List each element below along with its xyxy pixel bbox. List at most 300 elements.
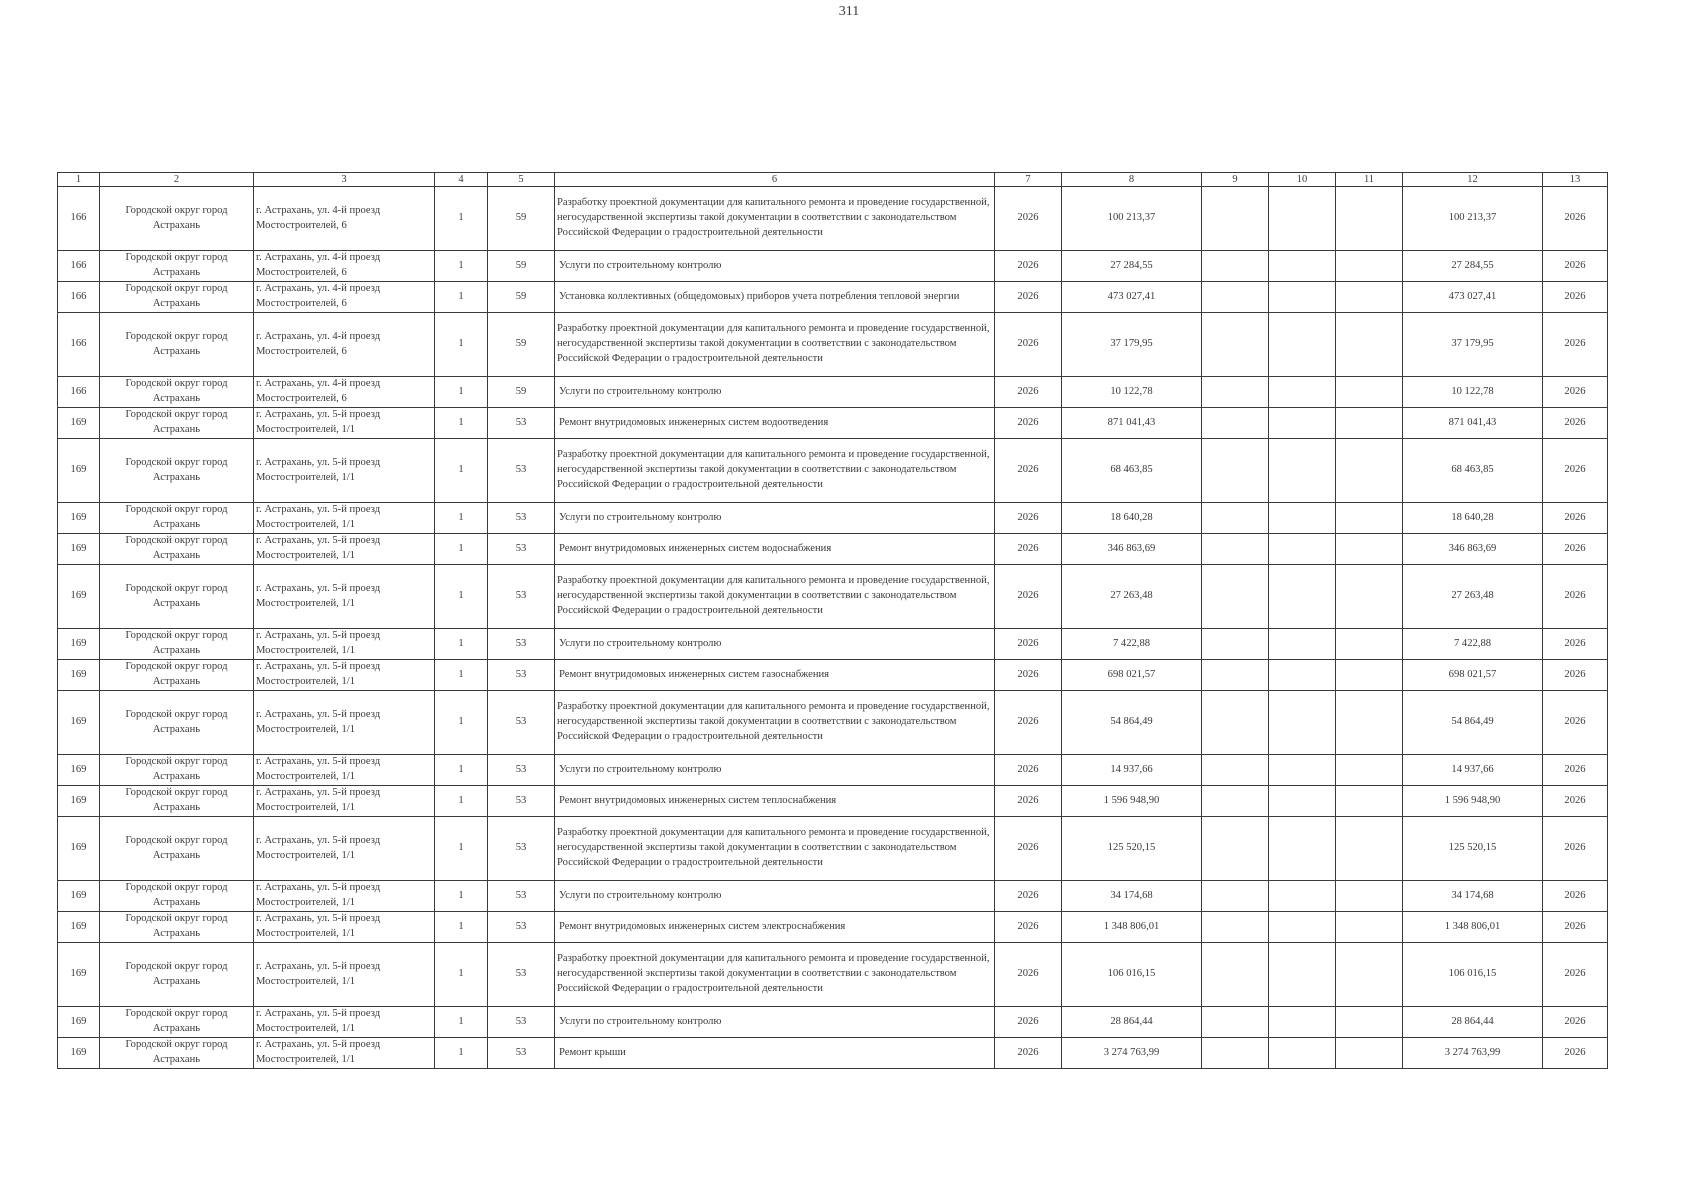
col4-cell: 1 <box>435 565 488 629</box>
end-year-cell: 2026 <box>1543 691 1608 755</box>
end-year-cell: 2026 <box>1543 439 1608 503</box>
row-number-cell: 169 <box>58 503 100 534</box>
column-header: 5 <box>488 173 555 187</box>
total-cell: 34 174,68 <box>1403 881 1543 912</box>
cost-cell: 27 263,48 <box>1062 565 1202 629</box>
end-year-cell: 2026 <box>1543 943 1608 1007</box>
district-cell: Городской округ город Астрахань <box>100 534 254 565</box>
col10-cell <box>1269 817 1336 881</box>
district-cell: Городской округ город Астрахань <box>100 408 254 439</box>
cost-cell: 18 640,28 <box>1062 503 1202 534</box>
col11-cell <box>1336 565 1403 629</box>
end-year-cell: 2026 <box>1543 313 1608 377</box>
cost-cell: 37 179,95 <box>1062 313 1202 377</box>
column-header: 4 <box>435 173 488 187</box>
year-cell: 2026 <box>995 755 1062 786</box>
col5-cell: 53 <box>488 439 555 503</box>
row-number-cell: 169 <box>58 565 100 629</box>
col9-cell <box>1202 912 1269 943</box>
col10-cell <box>1269 187 1336 251</box>
work-type-cell: Услуги по строительному контролю <box>555 1007 995 1038</box>
total-cell: 106 016,15 <box>1403 943 1543 1007</box>
col9-cell <box>1202 660 1269 691</box>
column-header: 8 <box>1062 173 1202 187</box>
table-row <box>58 534 1608 565</box>
row-number-cell: 169 <box>58 534 100 565</box>
address-cell: г. Астрахань, ул. 4-й проезд Мостостроителей, 6 <box>254 251 435 282</box>
col5-cell: 59 <box>488 251 555 282</box>
year-cell: 2026 <box>995 251 1062 282</box>
col11-cell <box>1336 439 1403 503</box>
column-header: 10 <box>1269 173 1336 187</box>
work-type-cell: Установка коллективных (общедомовых) приборов учета потребления тепловой энергии <box>555 282 995 313</box>
total-cell: 698 021,57 <box>1403 660 1543 691</box>
col10-cell <box>1269 313 1336 377</box>
total-cell: 37 179,95 <box>1403 313 1543 377</box>
year-cell: 2026 <box>995 187 1062 251</box>
end-year-cell: 2026 <box>1543 1038 1608 1069</box>
column-number-row <box>58 173 1608 187</box>
address-cell: г. Астрахань, ул. 4-й проезд Мостостроителей, 6 <box>254 282 435 313</box>
address-cell: г. Астрахань, ул. 5-й проезд Мостостроителей, 1/1 <box>254 534 435 565</box>
cost-cell: 698 021,57 <box>1062 660 1202 691</box>
col9-cell <box>1202 1038 1269 1069</box>
row-number-cell: 169 <box>58 629 100 660</box>
table-row <box>58 377 1608 408</box>
district-cell: Городской округ город Астрахань <box>100 282 254 313</box>
col10-cell <box>1269 1038 1336 1069</box>
col5-cell: 59 <box>488 282 555 313</box>
address-cell: г. Астрахань, ул. 5-й проезд Мостостроителей, 1/1 <box>254 629 435 660</box>
col5-cell: 59 <box>488 377 555 408</box>
col4-cell: 1 <box>435 377 488 408</box>
work-type-cell: Ремонт внутридомовых инженерных систем электроснабжения <box>555 912 995 943</box>
address-cell: г. Астрахань, ул. 5-й проезд Мостостроителей, 1/1 <box>254 691 435 755</box>
table-row <box>58 1038 1608 1069</box>
district-cell: Городской округ город Астрахань <box>100 565 254 629</box>
repair-schedule-table <box>57 172 1608 1069</box>
col5-cell: 53 <box>488 629 555 660</box>
row-number-cell: 169 <box>58 786 100 817</box>
work-type-cell: Услуги по строительному контролю <box>555 503 995 534</box>
district-cell: Городской округ город Астрахань <box>100 786 254 817</box>
row-number-cell: 166 <box>58 251 100 282</box>
col5-cell: 59 <box>488 187 555 251</box>
end-year-cell: 2026 <box>1543 881 1608 912</box>
district-cell: Городской округ город Астрахань <box>100 660 254 691</box>
end-year-cell: 2026 <box>1543 534 1608 565</box>
col10-cell <box>1269 660 1336 691</box>
col4-cell: 1 <box>435 691 488 755</box>
year-cell: 2026 <box>995 313 1062 377</box>
district-cell: Городской округ город Астрахань <box>100 439 254 503</box>
col11-cell <box>1336 503 1403 534</box>
col10-cell <box>1269 534 1336 565</box>
col4-cell: 1 <box>435 755 488 786</box>
col11-cell <box>1336 629 1403 660</box>
col4-cell: 1 <box>435 912 488 943</box>
col5-cell: 53 <box>488 1038 555 1069</box>
address-cell: г. Астрахань, ул. 5-й проезд Мостостроителей, 1/1 <box>254 408 435 439</box>
work-type-cell: Ремонт крыши <box>555 1038 995 1069</box>
page-number: 311 <box>838 4 860 19</box>
year-cell: 2026 <box>995 786 1062 817</box>
row-number-cell: 169 <box>58 1038 100 1069</box>
col11-cell <box>1336 755 1403 786</box>
table-row <box>58 503 1608 534</box>
total-cell: 7 422,88 <box>1403 629 1543 660</box>
work-type-cell: Разработку проектной документации для капитального ремонта и проведение государственной, негосударственной экспертизы такой документации в соответствии с законодательством Российской Федерации о градостроительной деятельности <box>555 439 995 503</box>
column-header: 9 <box>1202 173 1269 187</box>
col5-cell: 53 <box>488 755 555 786</box>
table-row <box>58 251 1608 282</box>
district-cell: Городской округ город Астрахань <box>100 377 254 408</box>
col9-cell <box>1202 251 1269 282</box>
table-row <box>58 817 1608 881</box>
total-cell: 125 520,15 <box>1403 817 1543 881</box>
col9-cell <box>1202 503 1269 534</box>
col11-cell <box>1336 534 1403 565</box>
cost-cell: 871 041,43 <box>1062 408 1202 439</box>
end-year-cell: 2026 <box>1543 503 1608 534</box>
table-row <box>58 408 1608 439</box>
col9-cell <box>1202 565 1269 629</box>
col11-cell <box>1336 660 1403 691</box>
year-cell: 2026 <box>995 1007 1062 1038</box>
row-number-cell: 166 <box>58 377 100 408</box>
address-cell: г. Астрахань, ул. 4-й проезд Мостостроителей, 6 <box>254 313 435 377</box>
table-row <box>58 786 1608 817</box>
col9-cell <box>1202 786 1269 817</box>
col10-cell <box>1269 503 1336 534</box>
col11-cell <box>1336 912 1403 943</box>
total-cell: 27 284,55 <box>1403 251 1543 282</box>
total-cell: 346 863,69 <box>1403 534 1543 565</box>
col5-cell: 53 <box>488 503 555 534</box>
work-type-cell: Услуги по строительному контролю <box>555 755 995 786</box>
col4-cell: 1 <box>435 943 488 1007</box>
col11-cell <box>1336 408 1403 439</box>
col5-cell: 53 <box>488 534 555 565</box>
col10-cell <box>1269 377 1336 408</box>
address-cell: г. Астрахань, ул. 5-й проезд Мостостроителей, 1/1 <box>254 755 435 786</box>
work-type-cell: Ремонт внутридомовых инженерных систем газоснабжения <box>555 660 995 691</box>
district-cell: Городской округ город Астрахань <box>100 912 254 943</box>
address-cell: г. Астрахань, ул. 4-й проезд Мостостроителей, 6 <box>254 187 435 251</box>
col10-cell <box>1269 629 1336 660</box>
cost-cell: 54 864,49 <box>1062 691 1202 755</box>
end-year-cell: 2026 <box>1543 786 1608 817</box>
row-number-cell: 169 <box>58 912 100 943</box>
col9-cell <box>1202 439 1269 503</box>
district-cell: Городской округ город Астрахань <box>100 691 254 755</box>
year-cell: 2026 <box>995 817 1062 881</box>
table-row <box>58 691 1608 755</box>
year-cell: 2026 <box>995 439 1062 503</box>
end-year-cell: 2026 <box>1543 660 1608 691</box>
col9-cell <box>1202 534 1269 565</box>
total-cell: 27 263,48 <box>1403 565 1543 629</box>
total-cell: 28 864,44 <box>1403 1007 1543 1038</box>
col11-cell <box>1336 786 1403 817</box>
row-number-cell: 169 <box>58 817 100 881</box>
address-cell: г. Астрахань, ул. 5-й проезд Мостостроителей, 1/1 <box>254 817 435 881</box>
district-cell: Городской округ город Астрахань <box>100 313 254 377</box>
address-cell: г. Астрахань, ул. 5-й проезд Мостостроителей, 1/1 <box>254 1038 435 1069</box>
address-cell: г. Астрахань, ул. 5-й проезд Мостостроителей, 1/1 <box>254 943 435 1007</box>
total-cell: 68 463,85 <box>1403 439 1543 503</box>
column-header: 3 <box>254 173 435 187</box>
year-cell: 2026 <box>995 565 1062 629</box>
col4-cell: 1 <box>435 503 488 534</box>
work-type-cell: Услуги по строительному контролю <box>555 881 995 912</box>
table-row <box>58 912 1608 943</box>
col4-cell: 1 <box>435 187 488 251</box>
district-cell: Городской округ город Астрахань <box>100 1038 254 1069</box>
total-cell: 473 027,41 <box>1403 282 1543 313</box>
col9-cell <box>1202 377 1269 408</box>
col11-cell <box>1336 691 1403 755</box>
col11-cell <box>1336 881 1403 912</box>
col9-cell <box>1202 408 1269 439</box>
total-cell: 871 041,43 <box>1403 408 1543 439</box>
col4-cell: 1 <box>435 313 488 377</box>
address-cell: г. Астрахань, ул. 5-й проезд Мостостроителей, 1/1 <box>254 503 435 534</box>
column-header: 2 <box>100 173 254 187</box>
col4-cell: 1 <box>435 439 488 503</box>
col4-cell: 1 <box>435 881 488 912</box>
col5-cell: 53 <box>488 565 555 629</box>
col10-cell <box>1269 755 1336 786</box>
year-cell: 2026 <box>995 503 1062 534</box>
end-year-cell: 2026 <box>1543 251 1608 282</box>
district-cell: Городской округ город Астрахань <box>100 251 254 282</box>
col5-cell: 53 <box>488 943 555 1007</box>
work-type-cell: Услуги по строительному контролю <box>555 251 995 282</box>
end-year-cell: 2026 <box>1543 377 1608 408</box>
address-cell: г. Астрахань, ул. 4-й проезд Мостостроителей, 6 <box>254 377 435 408</box>
col9-cell <box>1202 943 1269 1007</box>
year-cell: 2026 <box>995 881 1062 912</box>
col4-cell: 1 <box>435 660 488 691</box>
table-row <box>58 439 1608 503</box>
col11-cell <box>1336 943 1403 1007</box>
year-cell: 2026 <box>995 534 1062 565</box>
column-header: 6 <box>555 173 995 187</box>
address-cell: г. Астрахань, ул. 5-й проезд Мостостроителей, 1/1 <box>254 912 435 943</box>
work-type-cell: Разработку проектной документации для капитального ремонта и проведение государственной, негосударственной экспертизы такой документации в соответствии с законодательством Российской Федерации о градостроительной деятельности <box>555 187 995 251</box>
col4-cell: 1 <box>435 251 488 282</box>
col5-cell: 53 <box>488 817 555 881</box>
cost-cell: 7 422,88 <box>1062 629 1202 660</box>
work-type-cell: Услуги по строительному контролю <box>555 629 995 660</box>
col10-cell <box>1269 691 1336 755</box>
work-type-cell: Разработку проектной документации для капитального ремонта и проведение государственной, негосударственной экспертизы такой документации в соответствии с законодательством Российской Федерации о градостроительной деятельности <box>555 691 995 755</box>
col9-cell <box>1202 755 1269 786</box>
cost-cell: 125 520,15 <box>1062 817 1202 881</box>
row-number-cell: 169 <box>58 408 100 439</box>
row-number-cell: 169 <box>58 943 100 1007</box>
end-year-cell: 2026 <box>1543 1007 1608 1038</box>
address-cell: г. Астрахань, ул. 5-й проезд Мостостроителей, 1/1 <box>254 881 435 912</box>
cost-cell: 34 174,68 <box>1062 881 1202 912</box>
column-header: 1 <box>58 173 100 187</box>
row-number-cell: 166 <box>58 282 100 313</box>
col10-cell <box>1269 565 1336 629</box>
row-number-cell: 166 <box>58 187 100 251</box>
cost-cell: 10 122,78 <box>1062 377 1202 408</box>
cost-cell: 473 027,41 <box>1062 282 1202 313</box>
cost-cell: 3 274 763,99 <box>1062 1038 1202 1069</box>
col5-cell: 53 <box>488 912 555 943</box>
total-cell: 10 122,78 <box>1403 377 1543 408</box>
col10-cell <box>1269 251 1336 282</box>
district-cell: Городской округ город Астрахань <box>100 629 254 660</box>
end-year-cell: 2026 <box>1543 565 1608 629</box>
year-cell: 2026 <box>995 408 1062 439</box>
work-type-cell: Ремонт внутридомовых инженерных систем водоотведения <box>555 408 995 439</box>
total-cell: 100 213,37 <box>1403 187 1543 251</box>
row-number-cell: 169 <box>58 881 100 912</box>
table-row <box>58 629 1608 660</box>
row-number-cell: 169 <box>58 439 100 503</box>
end-year-cell: 2026 <box>1543 629 1608 660</box>
year-cell: 2026 <box>995 377 1062 408</box>
total-cell: 3 274 763,99 <box>1403 1038 1543 1069</box>
work-type-cell: Разработку проектной документации для капитального ремонта и проведение государственной, негосударственной экспертизы такой документации в соответствии с законодательством Российской Федерации о градостроительной деятельности <box>555 565 995 629</box>
col11-cell <box>1336 1038 1403 1069</box>
col5-cell: 53 <box>488 1007 555 1038</box>
district-cell: Городской округ город Астрахань <box>100 817 254 881</box>
col10-cell <box>1269 881 1336 912</box>
total-cell: 54 864,49 <box>1403 691 1543 755</box>
work-type-cell: Ремонт внутридомовых инженерных систем теплоснабжения <box>555 786 995 817</box>
col10-cell <box>1269 786 1336 817</box>
year-cell: 2026 <box>995 660 1062 691</box>
cost-cell: 1 596 948,90 <box>1062 786 1202 817</box>
col9-cell <box>1202 1007 1269 1038</box>
column-header: 11 <box>1336 173 1403 187</box>
col11-cell <box>1336 187 1403 251</box>
end-year-cell: 2026 <box>1543 755 1608 786</box>
cost-cell: 28 864,44 <box>1062 1007 1202 1038</box>
row-number-cell: 169 <box>58 755 100 786</box>
col11-cell <box>1336 251 1403 282</box>
table-row <box>58 282 1608 313</box>
cost-cell: 346 863,69 <box>1062 534 1202 565</box>
district-cell: Городской округ город Астрахань <box>100 503 254 534</box>
cost-cell: 1 348 806,01 <box>1062 912 1202 943</box>
total-cell: 18 640,28 <box>1403 503 1543 534</box>
col4-cell: 1 <box>435 1007 488 1038</box>
year-cell: 2026 <box>995 691 1062 755</box>
table-body <box>58 187 1608 1069</box>
row-number-cell: 169 <box>58 660 100 691</box>
col11-cell <box>1336 313 1403 377</box>
year-cell: 2026 <box>995 1038 1062 1069</box>
address-cell: г. Астрахань, ул. 5-й проезд Мостостроителей, 1/1 <box>254 660 435 691</box>
work-type-cell: Услуги по строительному контролю <box>555 377 995 408</box>
cost-cell: 14 937,66 <box>1062 755 1202 786</box>
col5-cell: 53 <box>488 691 555 755</box>
end-year-cell: 2026 <box>1543 408 1608 439</box>
col4-cell: 1 <box>435 1038 488 1069</box>
year-cell: 2026 <box>995 912 1062 943</box>
table-row <box>58 660 1608 691</box>
col4-cell: 1 <box>435 817 488 881</box>
cost-cell: 68 463,85 <box>1062 439 1202 503</box>
column-header: 7 <box>995 173 1062 187</box>
col11-cell <box>1336 817 1403 881</box>
col5-cell: 53 <box>488 408 555 439</box>
work-type-cell: Разработку проектной документации для капитального ремонта и проведение государственной, негосударственной экспертизы такой документации в соответствии с законодательством Российской Федерации о градостроительной деятельности <box>555 313 995 377</box>
year-cell: 2026 <box>995 629 1062 660</box>
cost-cell: 27 284,55 <box>1062 251 1202 282</box>
year-cell: 2026 <box>995 943 1062 1007</box>
table-row <box>58 565 1608 629</box>
table-row <box>58 881 1608 912</box>
column-header: 12 <box>1403 173 1543 187</box>
col9-cell <box>1202 691 1269 755</box>
address-cell: г. Астрахань, ул. 5-й проезд Мостостроителей, 1/1 <box>254 439 435 503</box>
col10-cell <box>1269 408 1336 439</box>
col9-cell <box>1202 282 1269 313</box>
row-number-cell: 166 <box>58 313 100 377</box>
col5-cell: 53 <box>488 786 555 817</box>
col4-cell: 1 <box>435 629 488 660</box>
cost-cell: 106 016,15 <box>1062 943 1202 1007</box>
row-number-cell: 169 <box>58 691 100 755</box>
col9-cell <box>1202 187 1269 251</box>
table-row <box>58 313 1608 377</box>
col9-cell <box>1202 629 1269 660</box>
end-year-cell: 2026 <box>1543 912 1608 943</box>
address-cell: г. Астрахань, ул. 5-й проезд Мостостроителей, 1/1 <box>254 786 435 817</box>
col10-cell <box>1269 1007 1336 1038</box>
total-cell: 14 937,66 <box>1403 755 1543 786</box>
col4-cell: 1 <box>435 786 488 817</box>
end-year-cell: 2026 <box>1543 817 1608 881</box>
total-cell: 1 596 948,90 <box>1403 786 1543 817</box>
address-cell: г. Астрахань, ул. 5-й проезд Мостостроителей, 1/1 <box>254 565 435 629</box>
table-row <box>58 943 1608 1007</box>
table-row <box>58 187 1608 251</box>
col10-cell <box>1269 912 1336 943</box>
year-cell: 2026 <box>995 282 1062 313</box>
col10-cell <box>1269 282 1336 313</box>
col5-cell: 53 <box>488 881 555 912</box>
column-header: 13 <box>1543 173 1608 187</box>
work-type-cell: Ремонт внутридомовых инженерных систем водоснабжения <box>555 534 995 565</box>
district-cell: Городской округ город Астрахань <box>100 187 254 251</box>
col5-cell: 53 <box>488 660 555 691</box>
row-number-cell: 169 <box>58 1007 100 1038</box>
work-type-cell: Разработку проектной документации для капитального ремонта и проведение государственной, негосударственной экспертизы такой документации в соответствии с законодательством Российской Федерации о градостроительной деятельности <box>555 943 995 1007</box>
table-row <box>58 755 1608 786</box>
col11-cell <box>1336 282 1403 313</box>
district-cell: Городской округ город Астрахань <box>100 1007 254 1038</box>
total-cell: 1 348 806,01 <box>1403 912 1543 943</box>
col10-cell <box>1269 439 1336 503</box>
work-type-cell: Разработку проектной документации для капитального ремонта и проведение государственной, негосударственной экспертизы такой документации в соответствии с законодательством Российской Федерации о градостроительной деятельности <box>555 817 995 881</box>
col4-cell: 1 <box>435 534 488 565</box>
col9-cell <box>1202 881 1269 912</box>
cost-cell: 100 213,37 <box>1062 187 1202 251</box>
end-year-cell: 2026 <box>1543 282 1608 313</box>
col4-cell: 1 <box>435 282 488 313</box>
district-cell: Городской округ город Астрахань <box>100 755 254 786</box>
district-cell: Городской округ город Астрахань <box>100 881 254 912</box>
